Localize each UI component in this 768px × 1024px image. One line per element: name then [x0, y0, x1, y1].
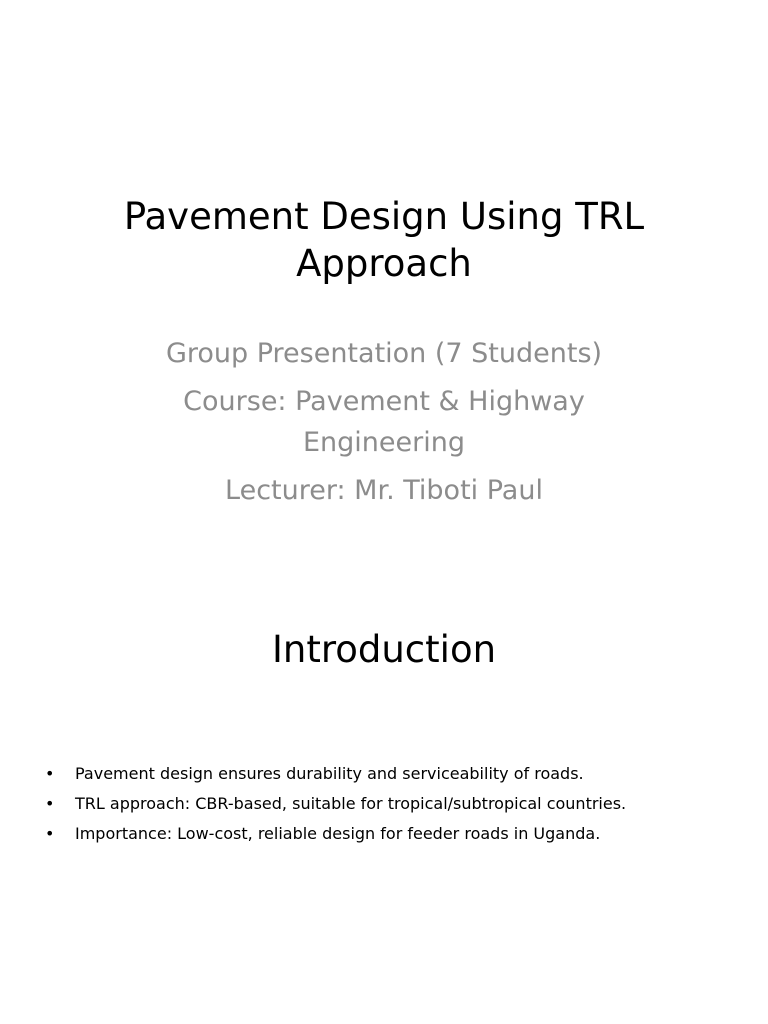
subtitle-lecturer-line: Lecturer: Mr. Tiboti Paul [225, 475, 543, 506]
subtitle-group-line: Group Presentation (7 Students) [165, 338, 603, 369]
bullet-item [40, 789, 730, 819]
bullet-text: Importance: Low-cost, reliable design for feeder roads in Uganda. [75, 824, 601, 843]
slide-title: Pavement Design Using TRL Approach [123, 195, 645, 285]
introduction-slide [0, 540, 768, 1024]
bullet-item [40, 759, 730, 789]
introduction-title: Introduction [271, 628, 497, 671]
bullet-text: Pavement design ensures durability and serviceability of roads. [75, 764, 584, 783]
bullet-icon: • [45, 764, 55, 783]
subtitle-course-line: Course: Pavement & Highway Engineering [183, 386, 585, 458]
slide-subtitle [130, 333, 638, 518]
bullet-item [40, 819, 730, 849]
bullet-icon: • [45, 824, 55, 843]
bullet-text: TRL approach: CBR-based, suitable for tropical/subtropical countries. [75, 794, 627, 813]
bullet-list [40, 759, 730, 849]
bullet-icon: • [45, 794, 55, 813]
